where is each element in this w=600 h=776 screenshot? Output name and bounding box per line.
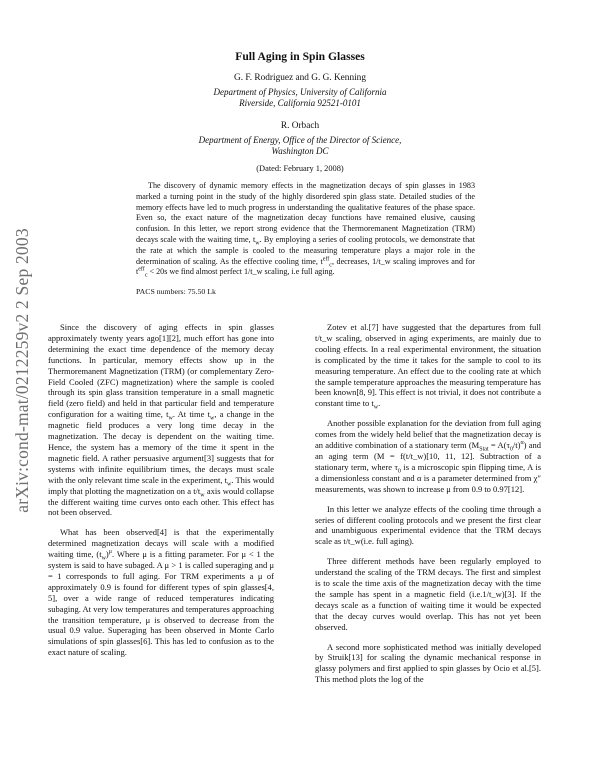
left-paragraph-1 bbox=[48, 322, 274, 518]
right-p2-text-a: Another possible explanation for the deviation from full aging comes from the widely held belief that the magnetization decay is an additive combination of a stationary term (M bbox=[315, 418, 541, 451]
abstract-text-2: . By employing a series of cooling protocols, we demonstrate that the rate at which the sample is cooled to the measuring temperature plays a major role in the determination of scaling. As the effective cooling time, t bbox=[136, 234, 476, 266]
abstract bbox=[136, 181, 475, 278]
abstract-text-3: , decreases, bbox=[331, 256, 373, 266]
right-p2-frac: t/t_w bbox=[405, 450, 424, 461]
right-p2-text-d: ) and an aging term (M = f( bbox=[315, 440, 542, 461]
abstract-text-5: < 20s we find almost perfect bbox=[147, 267, 244, 277]
left-p1-text-d: . This would imply that plotting the magnetization on a t/t bbox=[48, 474, 274, 496]
abstract-text-6: scaling, i.e full aging. bbox=[262, 267, 335, 277]
left-p1-text-a: Since the discovery of aging effects in spin glasses approximately twenty years ago[1][2], much effort has gone into determining the exact time dependence of the memory decay functions. In particular, memory effects show up in the Thermoremanent Magnetization (TRM) (or complementary Zero-Field Cooled (ZFC) magnetization) where the sample is cooled through its spin glass transition temperature in a small magnetic field (zero field) and held in that particular field and temperature configuration for a waiting time, t bbox=[48, 322, 274, 420]
abstract-text-1: The discovery of dynamic memory effects in the magnetization decays of spin glasses in 1983 marked a turning point in the study of the highly disordered spin glass state. Detailed studies of the memory effects have led to much progress in understanding the qualitative features of the phase space. Even so, the exact nature of the magnetization decay functions have remained elusive, causing confusion. In this letter, we report strong evidence that the Thermoremanent Magnetization (TRM) decays scale with the waiting time, t bbox=[136, 181, 475, 244]
right-p2-text-e: )[10, 11, 12]. Subtraction of a stationary term, where τ bbox=[315, 450, 541, 472]
right-p5-text: A second more sophisticated method was initially developed by Struik[13] for scaling the dynamic mechanical response in glassy polymers and first applied to spin glasses by Ocio et al.[5]. This method plots the log of the bbox=[315, 641, 541, 685]
abstract-frac-2: 1/t_w bbox=[243, 267, 263, 277]
right-p3-text-b: (i.e. full aging). bbox=[360, 536, 414, 547]
abstract-sup-eff: eff bbox=[322, 255, 330, 262]
right-p2-sub-0-2: 0 bbox=[397, 468, 401, 475]
affiliation-1 bbox=[0, 87, 600, 109]
abstract-sub-c-2: c bbox=[144, 272, 148, 279]
paper-title: Full Aging in Spin Glasses bbox=[235, 50, 365, 63]
right-p1-frac: t/t_w bbox=[315, 332, 333, 343]
left-p1-text-c: , a change in the magnetic field produces a very long time decay in the magnetization. The decay is dependent on the waiting time. Hence, the system has a memory of the time it spent in the magnetic field. A rather persuasive argument[3] suggests that for systems with infinite equilibrium times, the decays must scale with the only relevant time scale in the experiment, t bbox=[48, 409, 275, 485]
abstract-text-4: scaling improves and for t bbox=[136, 256, 475, 277]
authors-group-1: G. F. Rodriguez and G. G. Kenning bbox=[234, 73, 366, 83]
paper-date: (Dated: February 1, 2008) bbox=[256, 164, 344, 173]
pacs-numbers: PACS numbers: 75.50 Lk bbox=[136, 287, 216, 296]
right-p2-text-c: /t) bbox=[512, 440, 521, 451]
right-p4-text-a: Three different methods have been regularly employed to understand the scaling of the TRM decays. The first and simplest is to scale the time axis of the magnetization decay with the time the sample has spent in a magnetic field (i.e. bbox=[315, 556, 541, 599]
abstract-sup-eff-2: eff bbox=[138, 266, 145, 273]
left-p1-sub-w-4: w bbox=[200, 492, 205, 499]
left-p2-sup-mu: μ bbox=[108, 549, 112, 556]
right-p2-sup-alpha: α bbox=[520, 440, 524, 447]
right-paragraph-1 bbox=[315, 322, 541, 412]
right-p2-text-f: is a microscopic spin flipping time, A is a dimensionless constant and α is a parameter determined from χ″ measurements, was shown to increase μ from 0.9 to 0.97[12]. bbox=[315, 461, 542, 494]
left-p2-sub-w: w bbox=[101, 555, 106, 562]
arxiv-identifier: arXiv:cond-mat/0212259v2 2 Sep 2003 bbox=[11, 227, 32, 513]
right-p2-text-b: = A(τ bbox=[488, 440, 510, 451]
left-p2-text-c: . Where μ is a fitting parameter. For μ < 1 the system is said to have subaged. A μ > 1 is called superaging and μ = 1 corresponds to full aging. For TRM experiments a μ of approximately 0.9 is found for different types of spin glasses[4, 5], over a wide range of reduced temperatures indicating subaging. At very low temperatures and temperatures approaching the transition temperature, μ is observed to decrease from the usual 0.9 value. Superaging has been observed in Monte Carlo simulations of spin glasses[6]. This has led to confusion as to the exact nature of scaling. bbox=[48, 549, 275, 658]
right-paragraph-5 bbox=[315, 642, 541, 686]
right-p2-sub-0: 0 bbox=[509, 446, 513, 453]
left-p1-text-e: axis would collapse the different waiting time curves onto each other. This effect has not been observed. bbox=[48, 485, 274, 518]
left-p1-sub-w-1: w bbox=[168, 415, 173, 422]
right-p3-frac: t/t_w bbox=[343, 536, 361, 547]
left-p1-sub-w-3: w bbox=[227, 481, 232, 488]
right-p4-text-b: )[3]. If the decays scale as a function of waiting time it would be expected that the decay curves would overlap. This has not yet been observed. bbox=[315, 588, 541, 632]
left-p1-sub-w-2: w bbox=[209, 415, 215, 422]
left-p2-text-b: ) bbox=[105, 549, 109, 560]
right-p1-sub-w: w bbox=[373, 405, 379, 412]
abstract-sub-c: c bbox=[329, 262, 332, 269]
affiliation-1-line-2: Riverside, California 92521-0101 bbox=[239, 98, 361, 108]
right-p1-text-c: . bbox=[378, 398, 381, 409]
right-p1-text-a: Zotev et al.[7] have suggested that the departures from full bbox=[327, 322, 541, 332]
right-column bbox=[315, 322, 541, 694]
right-p1-text-b: scaling, observed in aging experiments, are mainly due to cooling effects. In a real experimental environment, the situation is complicated by the time it takes for the sample to cool to its measuring temperature. An effect due to the cooling rate at which the sample temperature approaches the measuring temperature has been known[8, 9]. This effect is not trivial, it does not contribute a constant time to t bbox=[315, 332, 541, 409]
affiliation-1-line-1: Department of Physics, University of California bbox=[213, 87, 387, 97]
left-p1-text-b: . At time t bbox=[172, 409, 210, 420]
left-paragraph-2 bbox=[48, 527, 274, 658]
right-paragraph-2 bbox=[315, 418, 541, 494]
right-paragraph-3 bbox=[315, 504, 541, 548]
left-p2-text-a: What has been observed[4] is that the experimentally determined magnetization decays will scale with a modified waiting time, (t bbox=[48, 527, 274, 560]
right-p4-frac: 1/t_w bbox=[482, 588, 502, 599]
right-paragraph-4 bbox=[315, 556, 541, 632]
abstract-sub-w: w bbox=[255, 240, 260, 247]
right-p2-sub-stat: Stat bbox=[479, 446, 489, 453]
affiliation-2 bbox=[0, 135, 600, 157]
authors-group-2: R. Orbach bbox=[280, 121, 320, 131]
arxiv-stamp bbox=[4, 120, 40, 620]
right-p3-text: In this letter we analyze effects of the cooling time through a series of different cooling protocols and we present the first clear and unambiguous experimental evidence that the TRM decays scale as bbox=[315, 503, 541, 547]
affiliation-2-line-2: Washington DC bbox=[271, 146, 329, 156]
affiliation-2-line-1: Department of Energy, Office of the Director of Science, bbox=[198, 135, 402, 145]
left-column bbox=[48, 322, 274, 667]
abstract-frac-1: 1/t_w bbox=[372, 256, 391, 266]
